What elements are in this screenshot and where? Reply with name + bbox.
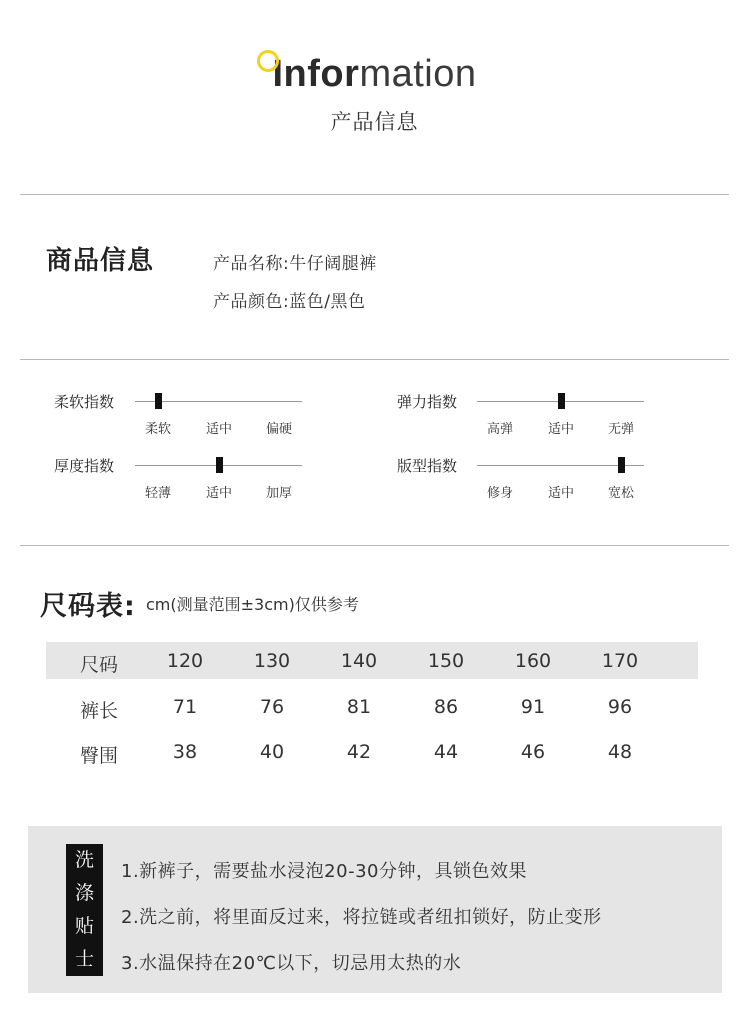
index-tick-label: 柔软: [144, 422, 172, 437]
size-header-cell: 170: [601, 650, 639, 672]
size-table-cell: 38: [172, 741, 198, 763]
size-table-cell: 44: [433, 741, 459, 763]
badge-char: 涤: [74, 882, 94, 904]
size-table-cell: 臀围: [79, 745, 119, 767]
logo-bold-text: Infor: [272, 53, 360, 95]
index-label: 弹力指数: [397, 393, 458, 411]
ring-icon: [257, 50, 279, 72]
index-tick-label: 适中: [205, 422, 233, 437]
logo-light-text: mation: [359, 53, 477, 95]
size-table-cell: 96: [607, 696, 633, 718]
size-header-cell: 150: [427, 650, 465, 672]
size-table-cell: 71: [172, 696, 198, 718]
size-table-cell: 81: [346, 696, 372, 718]
size-table-cell: 91: [520, 696, 546, 718]
tip-line: 2.洗之前，将里面反过来，将拉链或者纽扣锁好，防止变形: [121, 907, 602, 928]
size-table-cell: 86: [433, 696, 459, 718]
index-marker: [216, 457, 223, 473]
index-tick-label: 适中: [547, 422, 575, 437]
size-table-cell: 42: [346, 741, 372, 763]
size-chart-note: cm(测量范围±3cm)仅供参考: [146, 595, 359, 614]
index-tick-label: 无弹: [607, 422, 635, 437]
index-marker: [558, 393, 565, 409]
page-subtitle: 产品信息: [330, 110, 419, 134]
index-tick-label: 适中: [547, 486, 575, 501]
badge-char: 士: [74, 948, 94, 970]
index-marker: [618, 457, 625, 473]
brand-logo: [0, 52, 749, 102]
divider: [20, 194, 729, 195]
index-marker: [155, 393, 162, 409]
size-table-cell: 76: [259, 696, 285, 718]
index-label: 版型指数: [397, 457, 458, 475]
size-table-cell: 48: [607, 741, 633, 763]
size-table-cell: 裤长: [79, 700, 119, 722]
washing-tips-badge: [66, 844, 103, 976]
index-tick-label: 修身: [486, 486, 514, 501]
badge-char: 贴: [74, 915, 94, 937]
index-label: 柔软指数: [54, 393, 115, 411]
size-header-cell: 160: [514, 650, 552, 672]
size-chart-title: 尺码表:: [40, 591, 136, 622]
index-tick-label: 轻薄: [144, 486, 172, 501]
size-header-cell: 140: [340, 650, 378, 672]
index-label: 厚度指数: [54, 457, 115, 475]
index-tick-label: 宽松: [607, 486, 635, 501]
badge-char: 洗: [74, 849, 94, 871]
product-color: 产品颜色:蓝色/黑色: [213, 292, 366, 312]
divider: [20, 359, 729, 360]
index-tick-label: 适中: [205, 486, 233, 501]
index-tick-label: 高弹: [486, 422, 514, 437]
tip-line: 1.新裤子，需要盐水浸泡20-30分钟，具锁色效果: [121, 861, 527, 882]
size-header-cell: 120: [166, 650, 204, 672]
size-table-cell: 40: [259, 741, 285, 763]
tip-line: 3.水温保持在20℃以下，切忌用太热的水: [121, 953, 462, 974]
product-info-title: 商品信息: [46, 246, 155, 276]
size-header-cell: 130: [253, 650, 291, 672]
index-tick-label: 偏硬: [265, 422, 293, 437]
size-header-cell: 尺码: [79, 654, 119, 676]
divider: [20, 545, 729, 546]
size-table-cell: 46: [520, 741, 546, 763]
product-name: 产品名称:牛仔阔腿裤: [213, 254, 377, 274]
index-tick-label: 加厚: [265, 486, 293, 501]
